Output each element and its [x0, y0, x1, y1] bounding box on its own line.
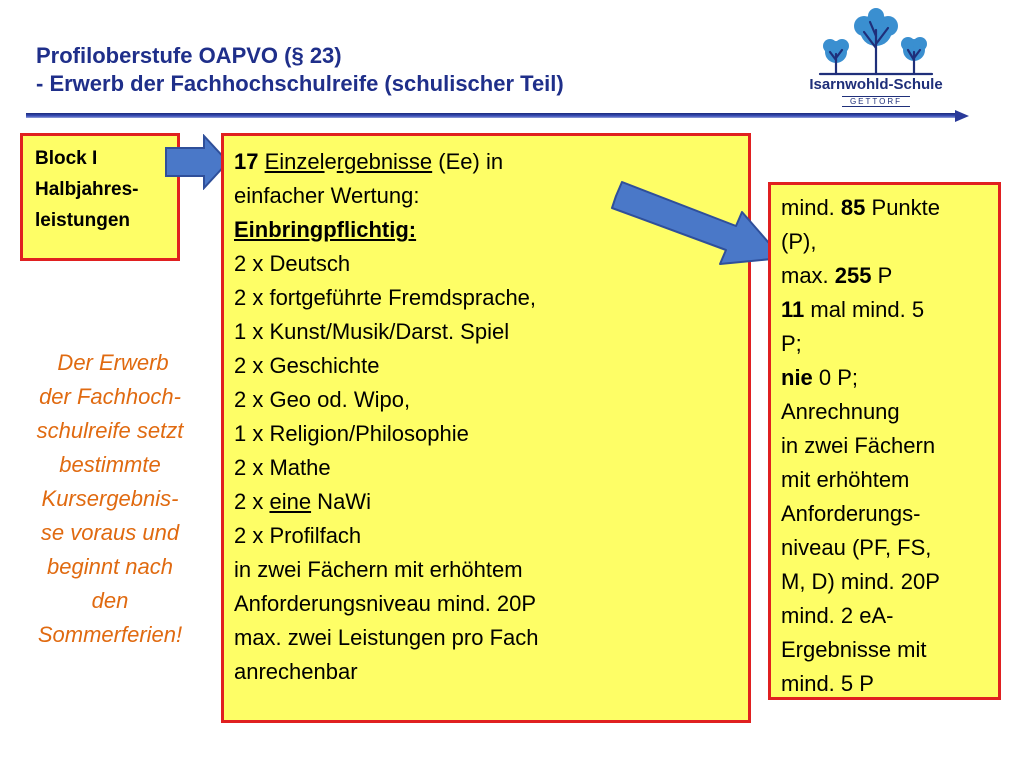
right-line: Anforderungs-	[781, 501, 921, 526]
arrow-diagonal-icon	[610, 178, 786, 278]
right-line: Anrechnung	[781, 399, 900, 424]
intro-rest: (Ee) in	[432, 149, 504, 174]
right-line-1	[781, 191, 988, 225]
right-l3-num: 255	[834, 263, 872, 288]
trees-logo-icon	[806, 8, 946, 76]
side-note-line: bestimmte	[59, 452, 161, 477]
intro-word-e: e	[324, 149, 337, 174]
main-item-nawi	[234, 485, 738, 519]
right-line: M, D) mind. 20P	[781, 569, 940, 594]
side-note-line: Sommerferien!	[37, 622, 183, 647]
right-line: niveau (PF, FS,	[781, 535, 932, 560]
right-l1-num: 85	[840, 195, 866, 220]
right-line: in zwei Fächern	[781, 433, 936, 458]
right-line-3	[781, 259, 988, 293]
page-title	[36, 42, 776, 98]
right-line-5: P;	[781, 331, 802, 356]
right-line-2: (P),	[781, 229, 817, 254]
main-item: 1 x Kunst/Musik/Darst. Spiel	[234, 319, 510, 344]
side-note-line: Der Erwerb	[51, 350, 169, 375]
main-item: 2 x Geo od. Wipo,	[234, 387, 411, 412]
side-note-line: den	[91, 588, 129, 613]
main-item: 1 x Religion/Philosophie	[234, 421, 469, 446]
points-requirements-box	[768, 182, 1001, 700]
right-line: mind. 5 P	[781, 671, 874, 696]
school-logo	[806, 8, 946, 108]
main-item: Anforderungsniveau mind. 20P	[234, 591, 537, 616]
block-1-box	[20, 133, 180, 261]
main-item: max. zwei Leistungen pro Fach	[234, 625, 539, 650]
main-intro-line	[234, 145, 738, 179]
block-1-line: Halbjahres-	[35, 179, 139, 200]
intro-word-post: rgebnisse	[336, 149, 433, 174]
right-l4-num: 11	[781, 297, 805, 322]
intro-word-pre: Einzel	[264, 149, 325, 174]
side-note-line: Kursergebnis-	[41, 486, 179, 511]
logo-school-name: Isarnwohld-Schule	[809, 76, 943, 93]
side-note	[8, 346, 212, 652]
side-note-line: beginnt nach	[47, 554, 173, 579]
right-l1-post: Punkte	[865, 195, 941, 220]
right-l3-pre: max.	[781, 263, 835, 288]
right-l6-bold: nie	[781, 365, 813, 390]
main-item: 2 x Mathe	[234, 455, 331, 480]
right-l4-post: mal mind. 5	[804, 297, 925, 322]
main-item: 2 x Geschichte	[234, 353, 380, 378]
nawi-post: NaWi	[311, 489, 371, 514]
main-item: 2 x Profilfach	[234, 523, 362, 548]
title-line-1: Profiloberstufe OAPVO (§ 23)	[36, 43, 342, 68]
nawi-underlined: eine	[269, 489, 312, 514]
right-line: mit erhöhtem	[781, 467, 910, 492]
block-1-line: leistungen	[35, 210, 131, 231]
title-line-2: - Erwerb der Fachhochschulreife (schulischer Teil)	[36, 71, 564, 96]
main-item: 2 x fortgeführte Fremdsprache,	[234, 285, 537, 310]
main-heading: Einbringpflichtig:	[234, 217, 417, 242]
right-line: mind. 2 eA-	[781, 603, 894, 628]
block-1-line: Block I	[35, 148, 98, 169]
divider-arrowhead-icon	[955, 110, 969, 122]
header-divider	[26, 113, 958, 118]
side-note-line: se voraus und	[40, 520, 180, 545]
side-note-line: schulreife setzt	[36, 418, 184, 443]
nawi-pre: 2 x	[234, 489, 270, 514]
main-item: anrechenbar	[234, 659, 358, 684]
logo-location: GETTORF	[842, 96, 910, 107]
right-l1-pre: mind.	[781, 195, 841, 220]
right-line-6	[781, 361, 988, 395]
right-line-4	[781, 293, 988, 327]
right-line: Ergebnisse mit	[781, 637, 927, 662]
main-item: in zwei Fächern mit erhöhtem	[234, 557, 523, 582]
right-l3-post: P	[871, 263, 893, 288]
intro-count: 17	[234, 149, 259, 174]
side-note-line: der Fachhoch-	[39, 384, 181, 409]
main-item: 2 x Deutsch	[234, 251, 351, 276]
right-l6-post: 0 P;	[812, 365, 859, 390]
main-line-2: einfacher Wertung:	[234, 183, 420, 208]
